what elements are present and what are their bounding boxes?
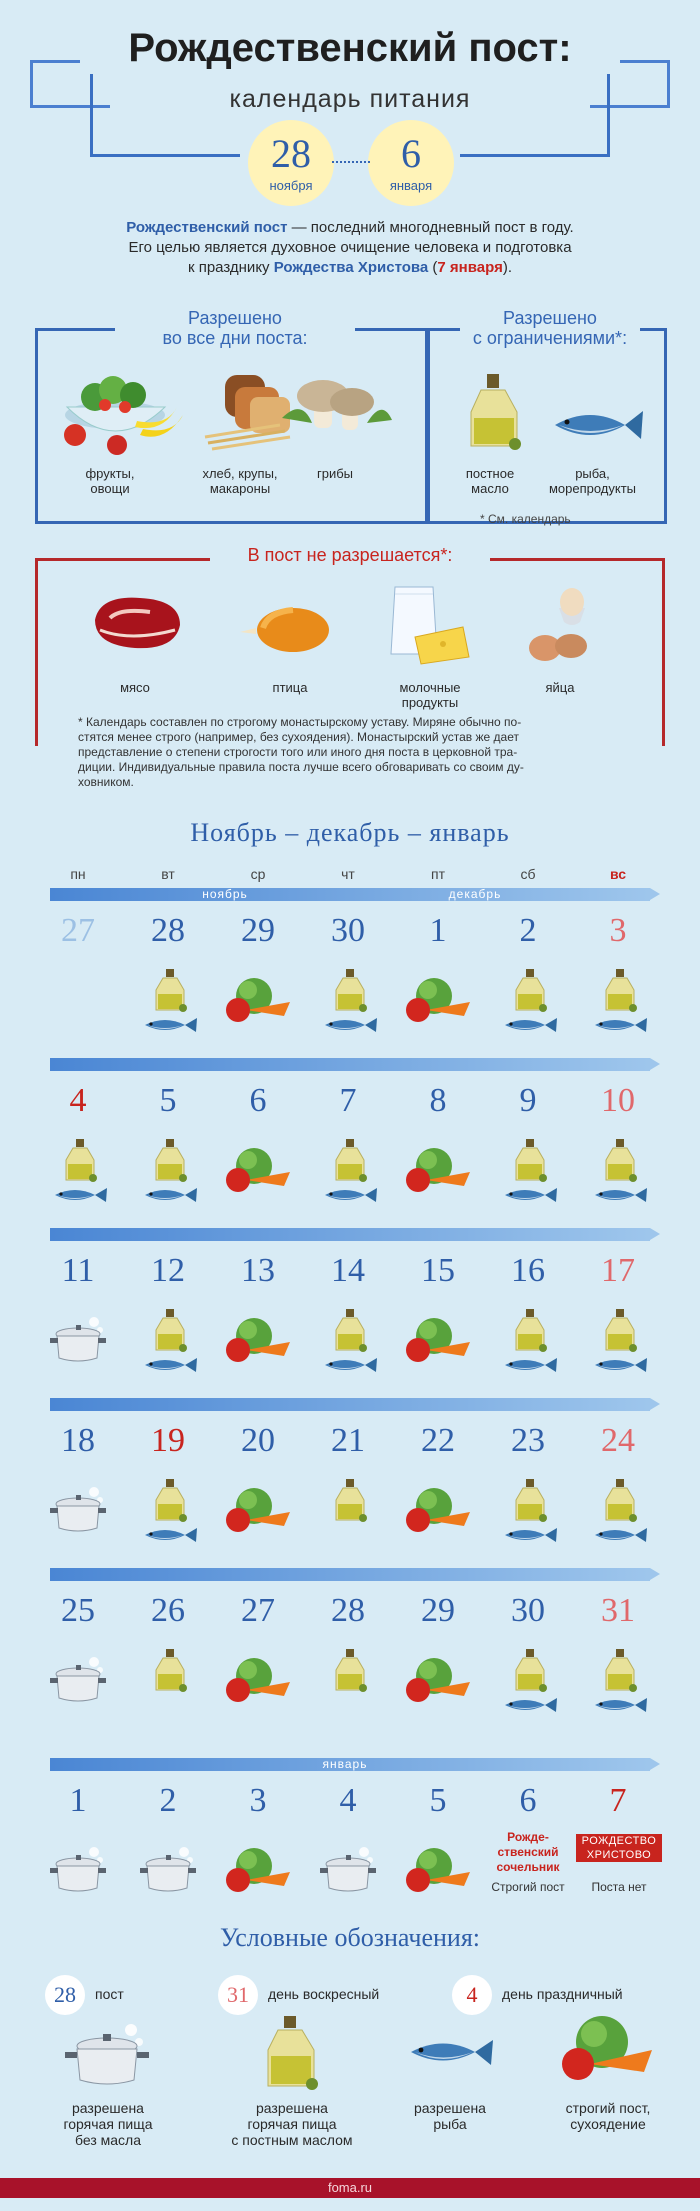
- calendar-day: 14: [331, 1252, 365, 1289]
- restricted-label-1: постное масло: [465, 466, 515, 496]
- poultry-icon: [238, 600, 333, 655]
- legend-item-label-3: разрешена рыба: [414, 2100, 486, 2132]
- intro-holiday: Рождества Христова: [273, 259, 429, 276]
- calendar-day: 10: [601, 1082, 635, 1119]
- week-bar: [50, 888, 650, 901]
- pot-icon: [50, 1486, 108, 1536]
- vegetables-icon: [404, 1486, 472, 1536]
- oil-icon: [332, 1648, 368, 1692]
- calendar-day: 4: [69, 1082, 87, 1119]
- eve-line-3: сочельник: [496, 1860, 560, 1874]
- calendar-day: 23: [511, 1422, 545, 1459]
- weekday-2: вт: [161, 866, 175, 882]
- pot-icon: [320, 1846, 378, 1896]
- calendar-day: 31: [601, 1592, 635, 1629]
- intro-line2: Его целью является духовное очищение человека и подготовка: [128, 239, 572, 256]
- vegetables-icon: [404, 976, 472, 1026]
- oil-icon: [332, 968, 368, 1012]
- fish-icon: [141, 1186, 199, 1204]
- oil-icon: [62, 1138, 98, 1182]
- page-subtitle: календарь питания: [229, 85, 471, 113]
- footnote-line-4: диции. Индивидуальные правила поста лучше всего обговаривать со своим ду-: [78, 760, 524, 774]
- fish-icon: [501, 1356, 559, 1374]
- vegetables-icon: [404, 1316, 472, 1366]
- fish-icon: [591, 1356, 649, 1374]
- calendar-day: 30: [511, 1592, 545, 1629]
- calendar-day: 5: [159, 1082, 177, 1119]
- restricted-heading-1: Разрешено: [503, 308, 597, 328]
- oil-icon: [602, 1138, 638, 1182]
- calendar-day: 18: [61, 1422, 95, 1459]
- allowed-label-2: хлеб, крупы, макароны: [202, 466, 278, 496]
- legend-item-label-2: разрешена горячая пища с постным маслом: [231, 2100, 353, 2148]
- oil-icon: [602, 1648, 638, 1692]
- start-date-badge: [248, 120, 334, 206]
- pot-icon: [140, 1846, 198, 1896]
- allowed-label-3: грибы: [316, 466, 354, 481]
- calendar-day: 21: [331, 1422, 365, 1459]
- week-bar: [50, 1228, 650, 1241]
- calendar-day: 26: [151, 1592, 185, 1629]
- fish-icon: [591, 1186, 649, 1204]
- mushrooms-icon: [282, 368, 392, 438]
- month-label-jan: январь: [322, 1757, 368, 1771]
- calendar-day: 5: [429, 1782, 447, 1819]
- calendar-day: 16: [511, 1252, 545, 1289]
- fish-icon: [141, 1016, 199, 1034]
- calendar-day: 28: [151, 912, 185, 949]
- calendar-day: 3: [249, 1782, 267, 1819]
- fish-icon: [591, 1016, 649, 1034]
- legend-title: Условные обозначения:: [219, 1923, 481, 1952]
- hot-food-oil-icon: [262, 2014, 322, 2090]
- forbidden-label-3: молочные продукты: [399, 680, 461, 710]
- eve-line-2: ственский: [497, 1845, 559, 1859]
- calendar-day: 29: [241, 912, 275, 949]
- fish-icon: [321, 1016, 379, 1034]
- week-bar: [50, 1398, 650, 1411]
- oil-icon: [332, 1138, 368, 1182]
- vegetables-icon: [404, 1846, 472, 1896]
- weekday-6: сб: [520, 866, 536, 882]
- fish-icon: [591, 1696, 649, 1714]
- oil-icon: [512, 1308, 548, 1352]
- calendar-day: 17: [601, 1252, 635, 1289]
- oil-icon: [152, 1138, 188, 1182]
- weekday-1: пн: [70, 866, 86, 882]
- fish-icon: [321, 1186, 379, 1204]
- footer-site: foma.ru: [327, 2180, 373, 2195]
- calendar-day: 27: [241, 1592, 275, 1629]
- pot-icon: [50, 1846, 108, 1896]
- month-label-nov: ноябрь: [202, 887, 248, 901]
- vegetables-icon: [224, 1486, 292, 1536]
- calendar-day: 29: [421, 1592, 455, 1629]
- oil-icon: [512, 1648, 548, 1692]
- calendar-day: 8: [429, 1082, 447, 1119]
- calendar-day: 1: [69, 1782, 87, 1819]
- footnote-line-1: * Календарь составлен по строгому монастырскому уставу. Миряне обычно по-: [78, 715, 522, 729]
- calendar-day: 12: [151, 1252, 185, 1289]
- intro-date: 7 января: [437, 259, 503, 276]
- oil-icon: [465, 372, 525, 452]
- calendar-day: 2: [159, 1782, 177, 1819]
- hot-food-pot-icon: [65, 2020, 151, 2090]
- calendar-day: 9: [519, 1082, 537, 1119]
- allowed-heading: [115, 308, 355, 348]
- oil-icon: [512, 968, 548, 1012]
- legend-item-label-1: разрешена горячая пища без масла: [63, 2100, 153, 2148]
- calendar-day: 3: [609, 912, 627, 949]
- calendar-day: 19: [151, 1422, 185, 1459]
- oil-icon: [152, 1648, 188, 1692]
- forbidden-heading: В пост не разрешается*:: [210, 545, 490, 566]
- fish-icon: [501, 1186, 559, 1204]
- calendar-day: 22: [421, 1422, 455, 1459]
- legend-sample-label-1: пост: [95, 1986, 124, 2002]
- week-bar: [50, 1058, 650, 1071]
- calendar-day: 6: [519, 1782, 537, 1819]
- calendar-day: 15: [421, 1252, 455, 1289]
- calendar-day: 20: [241, 1422, 275, 1459]
- allowed-heading-1: Разрешено: [188, 308, 282, 328]
- calendar-day: 6: [249, 1082, 267, 1119]
- legend-sample-label-2: день воскресный: [268, 1986, 380, 2002]
- intro-term: Рождественский пост: [126, 219, 288, 236]
- fish-icon: [501, 1696, 559, 1714]
- intro-paren-open: (: [428, 259, 438, 276]
- forbidden-label-4: яйца: [545, 680, 575, 695]
- xmas-line-1: РОЖДЕСТВО: [581, 1835, 657, 1847]
- xmas-line-2: ХРИСТОВО: [586, 1849, 652, 1861]
- date-range-dots: [332, 161, 370, 163]
- oil-icon: [152, 1478, 188, 1522]
- fruits-icon: [55, 365, 185, 460]
- forbidden-label-2: птица: [272, 680, 308, 695]
- christmas-note: Поста нет: [591, 1880, 647, 1894]
- legend-sample-3: 4: [452, 1975, 492, 2015]
- calendar-day: 7: [609, 1782, 627, 1819]
- fish-icon: [141, 1356, 199, 1374]
- intro-text: [60, 218, 640, 278]
- forbidden-label-1: мясо: [120, 680, 150, 695]
- fish-icon: [141, 1526, 199, 1544]
- legend-sample-label-3: день праздничный: [502, 1986, 623, 2002]
- legend-vegetables-icon: [558, 2014, 654, 2090]
- oil-icon: [152, 1308, 188, 1352]
- oil-icon: [512, 1138, 548, 1182]
- restricted-heading-2: с ограничениями*:: [472, 328, 628, 348]
- oil-icon: [152, 968, 188, 1012]
- calendar-day: 11: [61, 1252, 95, 1289]
- pot-icon: [50, 1316, 108, 1366]
- week-bar: [50, 1568, 650, 1581]
- footnote-line-3: представление о степени строгости того или иного дня поста в церковной тра-: [78, 745, 518, 759]
- legend-sample-1: 28: [45, 1975, 85, 2015]
- weekday-7: вс: [609, 866, 627, 882]
- eve-line-1: Рожде-: [507, 1830, 549, 1844]
- vegetables-icon: [404, 1656, 472, 1706]
- vegetables-icon: [224, 1146, 292, 1196]
- fish-icon: [501, 1526, 559, 1544]
- oil-icon: [332, 1308, 368, 1352]
- start-month: ноября: [269, 178, 313, 193]
- weekday-3: ср: [250, 866, 266, 882]
- restricted-label-2: рыба, морепродукты: [548, 466, 637, 496]
- calendar-day: 24: [601, 1422, 635, 1459]
- dairy-icon: [385, 582, 475, 667]
- weekday-4: чт: [341, 866, 355, 882]
- start-day: 28: [271, 131, 311, 176]
- christmas-eve-label: [483, 1830, 573, 1875]
- calendar-day: 2: [519, 912, 537, 949]
- christmas-label: [576, 1834, 662, 1862]
- calendar-day: 28: [331, 1592, 365, 1629]
- intro-line1: — последний многодневный пост в году.: [287, 219, 574, 236]
- footnote: [78, 715, 658, 790]
- allowed-label-1: фрукты, овощи: [85, 466, 135, 496]
- calendar-day: 1: [429, 912, 447, 949]
- footer-bar: [0, 2178, 700, 2198]
- intro-paren-close: ).: [502, 259, 512, 276]
- legend-fish-icon: [405, 2035, 495, 2069]
- calendar-title: Ноябрь – декабрь – январь: [190, 818, 510, 847]
- end-month: января: [389, 178, 433, 193]
- end-day: 6: [401, 131, 421, 176]
- legend-item-label-4: строгий пост, сухоядение: [565, 2100, 651, 2132]
- fish-icon: [51, 1186, 109, 1204]
- oil-icon: [332, 1478, 368, 1522]
- fish-icon: [545, 405, 645, 445]
- legend-sample-2: 31: [218, 1975, 258, 2015]
- end-date-badge: [368, 120, 454, 206]
- oil-icon: [602, 968, 638, 1012]
- pot-icon: [50, 1656, 108, 1706]
- meat-icon: [90, 590, 185, 655]
- oil-icon: [512, 1478, 548, 1522]
- fish-icon: [321, 1356, 379, 1374]
- calendar-day: 13: [241, 1252, 275, 1289]
- christmas-eve-note: Строгий пост: [491, 1880, 565, 1894]
- fish-icon: [591, 1526, 649, 1544]
- calendar-day: 27: [61, 912, 95, 949]
- oil-icon: [602, 1478, 638, 1522]
- allowed-heading-2: во все дни поста:: [162, 328, 308, 348]
- calendar-day: 30: [331, 912, 365, 949]
- vegetables-icon: [224, 1316, 292, 1366]
- vegetables-icon: [224, 1846, 292, 1896]
- vegetables-icon: [404, 1146, 472, 1196]
- eggs-icon: [525, 588, 605, 668]
- calendar-day: 4: [339, 1782, 357, 1819]
- weekday-5: пт: [431, 866, 445, 882]
- vegetables-icon: [224, 976, 292, 1026]
- oil-icon: [602, 1308, 638, 1352]
- restricted-note: * См. календарь: [480, 512, 571, 526]
- calendar-day: 7: [339, 1082, 357, 1119]
- page-title: Рождественский пост:: [128, 26, 572, 70]
- footnote-line-5: ховником.: [78, 775, 134, 789]
- intro-line3: к празднику: [187, 259, 274, 276]
- calendar-day: 25: [61, 1592, 95, 1629]
- month-label-dec: декабрь: [448, 887, 502, 901]
- footnote-line-2: стятся менее строго (например, без сухоядения). Монастырский устав же дает: [78, 730, 519, 744]
- vegetables-icon: [224, 1656, 292, 1706]
- restricted-heading: [460, 308, 640, 348]
- fish-icon: [501, 1016, 559, 1034]
